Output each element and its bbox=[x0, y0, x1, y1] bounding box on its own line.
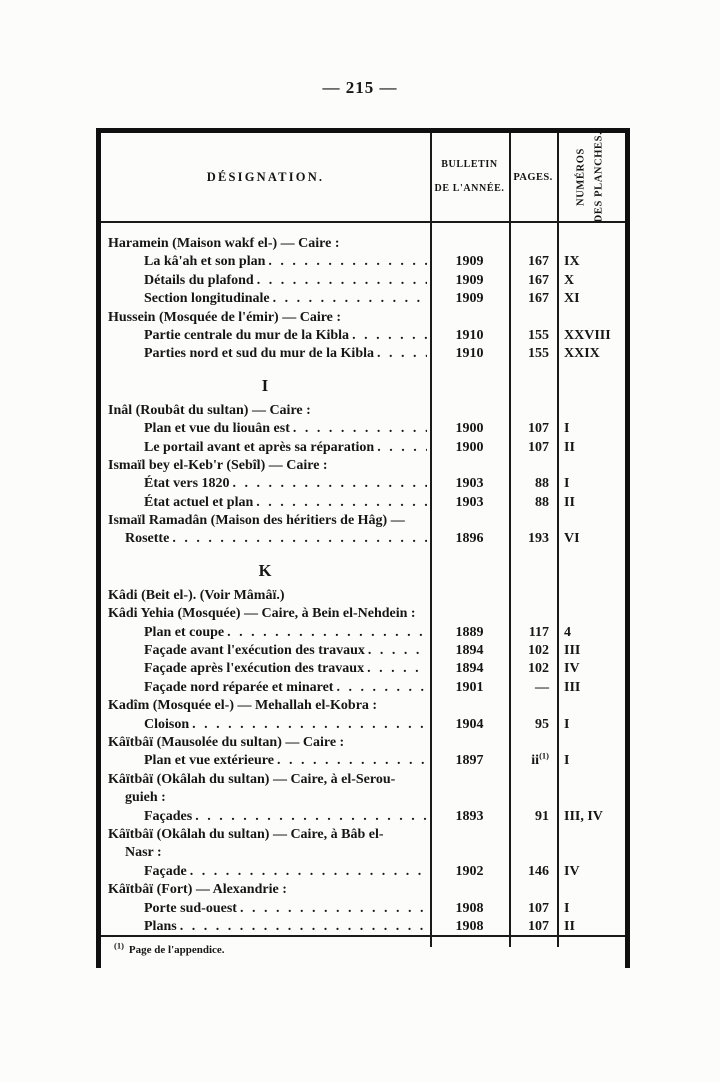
table-row bbox=[101, 253, 625, 271]
entry-text: Plan et vue extérieure bbox=[144, 753, 274, 769]
dot-leader bbox=[180, 918, 427, 935]
bulletin-year-cell: 1889 bbox=[455, 624, 484, 640]
bulletin-year-cell: 1902 bbox=[455, 863, 484, 879]
table-row bbox=[101, 734, 625, 752]
bulletin-year-cell: 1903 bbox=[455, 476, 484, 492]
table-row bbox=[101, 530, 625, 548]
designation-cell bbox=[101, 253, 430, 271]
designation-cell bbox=[101, 562, 430, 580]
dot-leader bbox=[368, 642, 427, 660]
dot-leader bbox=[367, 660, 427, 678]
designation-cell bbox=[101, 900, 430, 918]
dot-leader bbox=[293, 420, 427, 438]
page-cell: 167 bbox=[528, 272, 549, 288]
plate-number-cell: III, IV bbox=[564, 808, 603, 824]
table-row bbox=[101, 660, 625, 678]
bulletin-year-cell: 1894 bbox=[455, 643, 484, 659]
page-cell: $ii^{(1)}$ bbox=[531, 750, 549, 769]
designation-cell bbox=[101, 512, 430, 530]
plate-number-cell: X bbox=[564, 272, 575, 288]
entry-text: Kâïtbâï (Mausolée du sultan) — Caire : bbox=[108, 734, 345, 750]
designation-cell bbox=[101, 235, 430, 253]
entry-text: Cloison bbox=[144, 716, 190, 732]
designation-cell bbox=[101, 345, 430, 363]
header-bulletin-line2: DE L'ANNÉE. bbox=[434, 183, 505, 194]
dot-leader bbox=[273, 290, 427, 308]
dot-leader bbox=[190, 863, 427, 881]
header-pages-label: PAGES. bbox=[513, 171, 553, 183]
entry-text: Façades bbox=[144, 808, 193, 824]
page-cell: 167 bbox=[528, 291, 549, 307]
table-row bbox=[101, 844, 625, 862]
plate-number-cell: II bbox=[564, 494, 575, 510]
section-letter: I bbox=[261, 376, 270, 395]
bulletin-year-cell: 1903 bbox=[455, 494, 484, 510]
dot-leader bbox=[352, 327, 427, 345]
dot-leader bbox=[192, 716, 427, 734]
designation-cell bbox=[101, 272, 430, 290]
table-row bbox=[101, 494, 625, 512]
designation-cell bbox=[101, 881, 430, 899]
entry-text: Rosette bbox=[125, 531, 170, 547]
entry-text: Le portail avant et après sa réparation bbox=[144, 439, 375, 455]
designation-cell bbox=[101, 605, 430, 623]
designation-cell bbox=[101, 716, 430, 734]
designation-cell bbox=[101, 771, 430, 789]
header-planches-line1: NUMÉROS bbox=[575, 148, 587, 206]
page-cell: 88 bbox=[535, 476, 549, 492]
table-row bbox=[101, 789, 625, 807]
table-row bbox=[101, 272, 625, 290]
header-pages bbox=[509, 133, 557, 221]
header-designation bbox=[101, 133, 430, 221]
designation-cell bbox=[101, 808, 430, 826]
designation-cell bbox=[101, 734, 430, 752]
entry-text: Hussein (Mosquée de l'émir) — Caire : bbox=[108, 309, 342, 325]
entry-text: Porte sud-ouest bbox=[144, 900, 237, 916]
table-row bbox=[101, 918, 625, 935]
designation-cell bbox=[101, 439, 430, 457]
dot-leader bbox=[227, 624, 427, 642]
page-number: — 215 — bbox=[322, 78, 398, 97]
entry-text: Partie centrale du mur de la Kibla bbox=[144, 327, 350, 343]
header-designation-label: DÉSIGNATION. bbox=[206, 169, 325, 184]
bulletin-year-cell: 1910 bbox=[455, 346, 484, 362]
entry-text: Inâl (Roubât du sultan) — Caire : bbox=[108, 402, 311, 418]
table-row bbox=[101, 771, 625, 789]
entry-text: Kâdi (Beit el-). (Voir Mâmâï.) bbox=[108, 587, 285, 603]
footnote-marker: (1) bbox=[114, 940, 124, 951]
table-row bbox=[101, 512, 625, 530]
table-row bbox=[101, 605, 625, 623]
table-row bbox=[101, 716, 625, 734]
bulletin-year-cell: 1909 bbox=[455, 254, 484, 270]
table-row bbox=[101, 881, 625, 899]
table-row bbox=[101, 900, 625, 918]
dot-leader bbox=[377, 439, 427, 457]
page-cell: 107 bbox=[528, 918, 549, 934]
plate-number-cell: IX bbox=[564, 254, 580, 270]
header-bulletin bbox=[430, 133, 509, 221]
bulletin-year-cell: 1909 bbox=[455, 272, 484, 288]
plate-number-cell: VI bbox=[564, 531, 580, 547]
designation-cell bbox=[101, 844, 430, 862]
page-cell: 91 bbox=[535, 808, 549, 824]
footnote-text: Page de l'appendice. bbox=[128, 944, 225, 956]
dot-leader bbox=[240, 900, 427, 918]
page-cell: 107 bbox=[528, 421, 549, 437]
header-planches-rotated-label bbox=[573, 132, 610, 223]
table-row bbox=[101, 457, 625, 475]
entry-text: Plan et vue du liouân est bbox=[144, 421, 290, 437]
designation-cell bbox=[101, 530, 430, 548]
bulletin-year-cell: 1900 bbox=[455, 439, 484, 455]
page-cell: 155 bbox=[528, 346, 549, 362]
plate-number-cell: I bbox=[564, 421, 570, 437]
bulletin-year-cell: 1897 bbox=[455, 753, 484, 769]
entry-text: Plans bbox=[144, 918, 177, 934]
page-cell: 107 bbox=[528, 900, 549, 916]
table-row bbox=[101, 808, 625, 826]
table-row bbox=[101, 345, 625, 363]
plate-number-cell: II bbox=[564, 439, 575, 455]
entry-text: Section longitudinale bbox=[144, 291, 270, 307]
page-cell: 102 bbox=[528, 643, 549, 659]
footnote bbox=[101, 937, 625, 968]
entry-text: Nasr : bbox=[125, 845, 162, 861]
entry-text: Ismaïl Ramadân (Maison des héritiers de Hâg) — bbox=[108, 513, 405, 529]
footnote-marker: (1) bbox=[539, 750, 549, 761]
designation-cell bbox=[101, 402, 430, 420]
page-cell: 146 bbox=[528, 863, 549, 879]
page-cell: 95 bbox=[535, 716, 549, 732]
table-row bbox=[101, 235, 625, 253]
bulletin-year-cell: 1894 bbox=[455, 661, 484, 677]
plate-number-cell: IV bbox=[564, 661, 580, 677]
entry-text: Façade nord réparée et minaret bbox=[144, 679, 334, 695]
designation-cell bbox=[101, 697, 430, 715]
plate-number-cell: I bbox=[564, 753, 570, 769]
plate-number-cell: I bbox=[564, 716, 570, 732]
entry-text: Kâïtbâï (Okâlah du sultan) — Caire, à Bâb el- bbox=[108, 826, 384, 842]
entry-text: Façade après l'exécution des travaux bbox=[144, 661, 365, 677]
designation-cell bbox=[101, 494, 430, 512]
header-planches-line2: DES PLANCHES. bbox=[594, 131, 605, 223]
bulletin-year-cell: 1904 bbox=[455, 716, 484, 732]
dot-leader bbox=[377, 345, 427, 363]
designation-cell bbox=[101, 624, 430, 642]
plate-number-cell: I bbox=[564, 900, 570, 916]
table-row bbox=[101, 439, 625, 457]
page-cell: — bbox=[535, 679, 549, 695]
table-row bbox=[101, 679, 625, 697]
entry-text: Façade avant l'exécution des travaux bbox=[144, 643, 365, 659]
table-row bbox=[101, 587, 625, 605]
entry-text: Plan et coupe bbox=[144, 624, 225, 640]
designation-cell bbox=[101, 377, 430, 395]
table-row bbox=[101, 752, 625, 770]
table-row bbox=[101, 402, 625, 420]
designation-cell bbox=[101, 752, 430, 770]
bulletin-year-cell: 1908 bbox=[455, 918, 484, 934]
entry-text: Kâïtbâï (Okâlah du sultan) — Caire, à el-Serou- bbox=[108, 771, 396, 787]
bulletin-year-cell: 1908 bbox=[455, 900, 484, 916]
entry-text: Façade bbox=[144, 863, 187, 879]
designation-cell bbox=[101, 660, 430, 678]
dot-leader bbox=[233, 475, 427, 493]
designation-cell bbox=[101, 587, 430, 605]
section-letter: K bbox=[258, 561, 273, 580]
table-row bbox=[101, 826, 625, 844]
dot-leader bbox=[268, 253, 427, 271]
table-row bbox=[101, 420, 625, 438]
entry-text: La kâ'ah et son plan bbox=[144, 254, 266, 270]
table-row bbox=[101, 642, 625, 660]
page-cell: 117 bbox=[528, 624, 549, 640]
bulletin-year-cell: 1893 bbox=[455, 808, 484, 824]
entry-text: Parties nord et sud du mur de la Kibla bbox=[144, 346, 374, 362]
designation-cell bbox=[101, 420, 430, 438]
page-cell: 102 bbox=[528, 661, 549, 677]
page-cell: 88 bbox=[535, 494, 549, 510]
designation-cell bbox=[101, 679, 430, 697]
table-row bbox=[101, 624, 625, 642]
dot-leader bbox=[257, 272, 427, 290]
table-row bbox=[101, 327, 625, 345]
designation-cell bbox=[101, 918, 430, 935]
page-cell: 155 bbox=[528, 327, 549, 343]
designation-cell bbox=[101, 642, 430, 660]
dot-leader bbox=[336, 679, 427, 697]
plate-number-cell: XXIX bbox=[564, 346, 600, 362]
header-bulletin-line1: BULLETIN bbox=[441, 159, 498, 170]
plate-number-cell: III bbox=[564, 643, 581, 659]
section-letter-row bbox=[101, 562, 625, 582]
page-cell: 107 bbox=[528, 439, 549, 455]
table-row bbox=[101, 290, 625, 308]
dot-leader bbox=[172, 530, 427, 548]
plate-number-cell: XI bbox=[564, 291, 580, 307]
plate-number-cell: I bbox=[564, 476, 570, 492]
designation-cell bbox=[101, 290, 430, 308]
designation-cell bbox=[101, 475, 430, 493]
plate-number-cell: XXVIII bbox=[564, 327, 611, 343]
designation-cell bbox=[101, 327, 430, 345]
designation-cell bbox=[101, 789, 430, 807]
table-row bbox=[101, 309, 625, 327]
table-row bbox=[101, 475, 625, 493]
entry-text: guieh : bbox=[125, 790, 166, 806]
dot-leader bbox=[256, 494, 427, 512]
entry-text: Kâdi Yehia (Mosquée) — Caire, à Bein el-Nehdein : bbox=[108, 606, 416, 622]
designation-cell bbox=[101, 863, 430, 881]
plate-number-cell: III bbox=[564, 679, 581, 695]
table-row bbox=[101, 697, 625, 715]
entry-text: Kâïtbâï (Fort) — Alexandrie : bbox=[108, 882, 287, 898]
index-table bbox=[96, 128, 630, 968]
page-cell: 193 bbox=[528, 531, 549, 547]
table-row bbox=[101, 863, 625, 881]
dot-leader bbox=[277, 752, 427, 770]
header-planches bbox=[557, 133, 625, 221]
table-body-rows bbox=[101, 223, 625, 935]
bulletin-year-cell: 1910 bbox=[455, 327, 484, 343]
bulletin-year-cell: 1901 bbox=[455, 679, 484, 695]
plate-number-cell: 4 bbox=[564, 624, 571, 640]
designation-cell bbox=[101, 457, 430, 475]
page-cell: 167 bbox=[528, 254, 549, 270]
bulletin-year-cell: 1909 bbox=[455, 291, 484, 307]
table-header-row bbox=[101, 133, 625, 223]
entry-text: Détails du plafond bbox=[144, 272, 254, 288]
designation-cell bbox=[101, 826, 430, 844]
plate-number-cell: IV bbox=[564, 863, 580, 879]
entry-text: État vers 1820 bbox=[144, 476, 230, 492]
section-letter-row bbox=[101, 377, 625, 397]
bulletin-year-cell: 1896 bbox=[455, 531, 484, 547]
entry-text: Kadîm (Mosquée el-) — Mehallah el-Kobra : bbox=[108, 698, 378, 714]
plate-number-cell: II bbox=[564, 918, 575, 934]
bulletin-year-cell: 1900 bbox=[455, 421, 484, 437]
entry-text: État actuel et plan bbox=[144, 494, 254, 510]
entry-text: Ismaïl bey el-Keb'r (Sebîl) — Caire : bbox=[108, 457, 328, 473]
designation-cell bbox=[101, 309, 430, 327]
entry-text: Haramein (Maison wakf el-) — Caire : bbox=[108, 236, 340, 251]
dot-leader bbox=[195, 808, 427, 826]
